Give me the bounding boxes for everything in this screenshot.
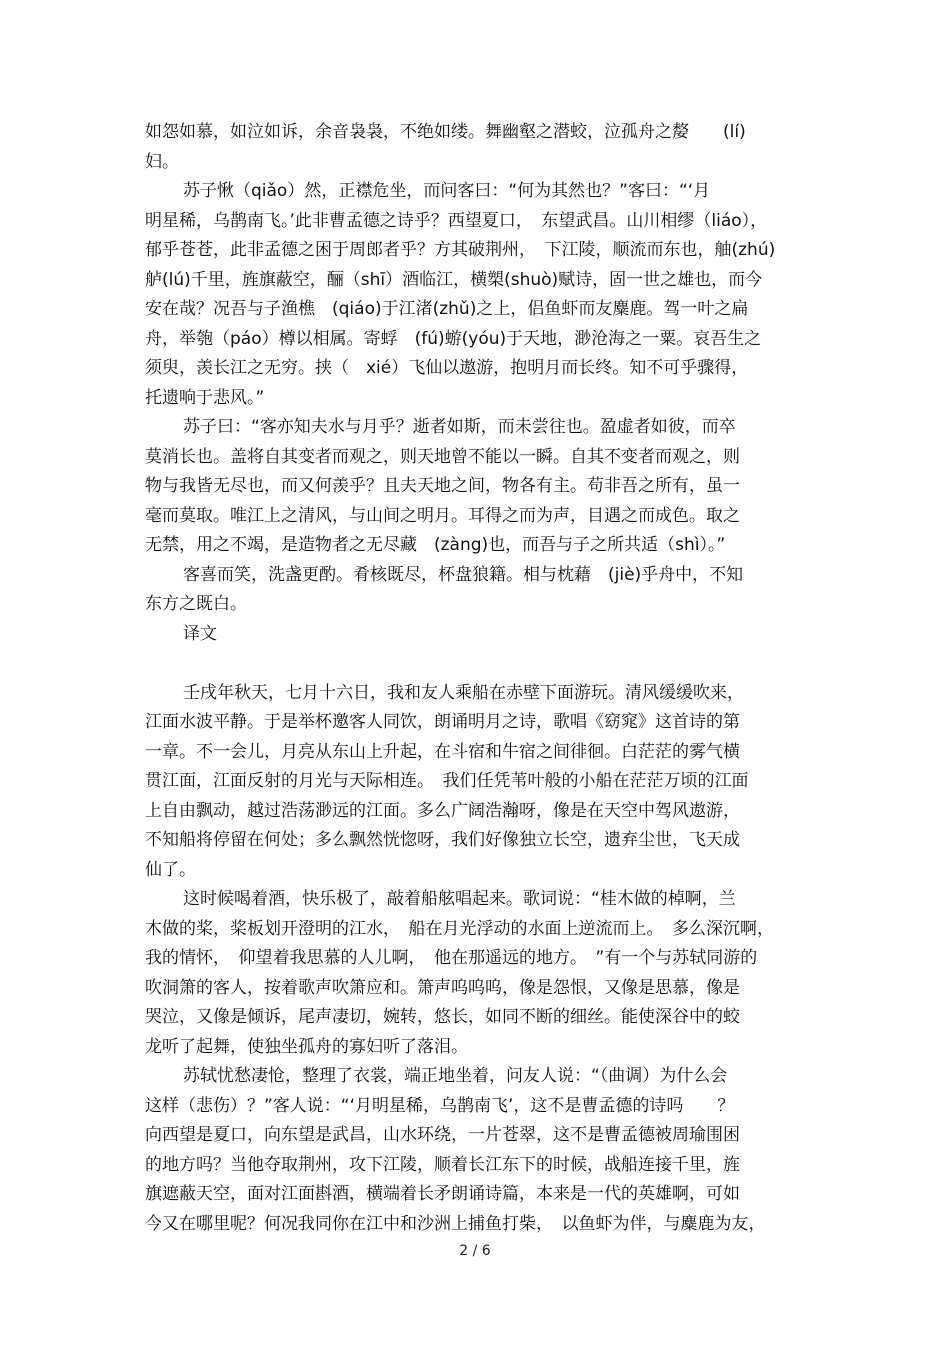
text-line: 明星稀，乌鹊南飞。’此非曹孟德之诗乎？西望夏口， 东望武昌。山川相缪（liáo），: [145, 210, 768, 231]
text-line: 不知船将停留在何处；多么飘然恍惚呀，我们好像独立长空，遗弃尘世，飞天成: [145, 830, 740, 850]
body-text: [145, 118, 817, 1239]
text-line: 今又在哪里呢？何况我同你在江中和沙洲上捕鱼打柴， 以鱼虾为伴，与麋鹿为友，: [145, 1213, 766, 1234]
text-line: 上自由飘动，越过浩荡渺远的江面。多么广阔浩瀚呀，像是在天空中驾风遨游，: [145, 800, 740, 821]
text-line: 东方之既白。: [145, 594, 247, 614]
text-line: 舻(lú)千里，旌旗蔽空，酾（shī）酒临江，横槊(shuò)赋诗，固一世之雄也，而今: [145, 269, 763, 290]
text-line: 这样（悲伤）？”客人说：“‘月明星稀，乌鹊南飞’，这不是曹孟德的诗吗 ？: [145, 1095, 735, 1116]
text-line: 莫消长也。盖将自其变者而观之，则天地曾不能以一瞬。自其不变者而观之，则: [145, 446, 740, 467]
text-line: 旗遮蔽天空，面对江面斟酒，横端着长矛朗诵诗篇，本来是一代的英雄啊，可如: [145, 1184, 740, 1204]
text-line: 吹洞箫的客人，按着歌声吹箫应和。箫声呜呜呜，像是怨恨，又像是思慕，像是: [145, 977, 740, 998]
text-line: 客喜而笑，洗盏更酌。肴核既尽，杯盘狼籍。相与枕藉 (jiè)乎舟中，不知: [183, 564, 744, 585]
page-number: 2 / 6: [459, 1243, 491, 1259]
text-line: 这时候喝着酒，快乐极了，敲着船舷唱起来。歌词说：“桂木做的棹啊，兰: [183, 889, 736, 909]
text-line: 如怨如慕，如泣如诉，余音袅袅，不绝如缕。舞幽壑之潜蛟，泣孤舟之嫠 (lí): [145, 122, 746, 142]
text-line: 龙听了起舞，使独坐孤舟的寡妇听了落泪。: [145, 1036, 468, 1057]
text-line: 贯江面，江面反射的月光与天际相连。 我们任凭苇叶般的小船在茫茫万顷的江面: [145, 771, 749, 791]
text-line: 苏轼忧愁凄怆，整理了衣裳，端正地坐着，问友人说：“（曲调）为什么会: [183, 1066, 728, 1086]
text-line: 的地方吗？当他夺取荆州，攻下江陵，顺着长江东下的时候，战船连接千里，旌: [145, 1154, 740, 1175]
text-line: 哭泣，又像是倾诉，尾声凄切，婉转，悠长，如同不断的细丝。能使深谷中的蛟: [145, 1007, 740, 1027]
text-line: 毫而莫取。唯江上之清风，与山间之明月。耳得之而为声，目遇之而成色。取之: [145, 505, 740, 526]
text-line: 苏子曰：“客亦知夫水与月乎？逝者如斯，而未尝往也。盈虚者如彼，而卒: [183, 417, 736, 437]
text-line: 物与我皆无尽也，而又何羡乎？且夫天地之间，物各有主。苟非吾之所有，虽一: [145, 476, 740, 496]
text-line: 木做的桨，桨板划开澄明的江水， 船在月光浮动的水面上逆流而上。 多么深沉啊，: [145, 918, 774, 939]
text-line: 向西望是夏口，向东望是武昌，山水环绕，一片苍翠，这不是曹孟德被周瑜围困: [145, 1125, 740, 1145]
text-line: 安在哉？况吾与子渔樵 (qiáo)于江渚(zhǔ)之上，侣鱼虾而友麋鹿。驾一叶之扁: [145, 299, 749, 319]
text-line: 托遗响于悲风。”: [145, 387, 265, 408]
text-line: 译文: [183, 623, 217, 644]
text-line: 无禁，用之不竭，是造物者之无尽藏 (zàng)也，而吾与子之所共适（shì）。”: [145, 535, 726, 555]
text-line: 须臾，羡长江之无穷。挟（ xié）飞仙以遨游，抱明月而长终。知不可乎骤得，: [145, 358, 749, 378]
blank-line: [145, 649, 817, 679]
text-line: 舟，举匏（páo）樽以相属。寄蜉 (fú)蝣(yóu)于天地，渺沧海之一粟。哀吾生之: [145, 328, 762, 349]
text-line: 苏子愀（qiǎo）然，正襟危坐，而问客曰：“何为其然也？”客曰：“‘月: [183, 181, 711, 201]
text-line: 仙了。: [145, 859, 196, 880]
text-line: 壬戌年秋天，七月十六日，我和友人乘船在赤壁下面游玩。清风缓缓吹来，: [183, 682, 744, 703]
text-line: 我的情怀， 仰望着我思慕的人儿啊， 他在那遥远的地方。 ”有一个与苏轼同游的: [145, 948, 758, 968]
text-line: 郁乎苍苍，此非孟德之困于周郎者乎？方其破荆州， 下江陵，顺流而东也，舳(zhú): [145, 240, 776, 260]
text-line: 一章。不一会儿，月亮从东山上升起，在斗宿和牛宿之间徘徊。白茫茫的雾气横: [145, 741, 740, 762]
text-line: 江面水波平静。于是举杯邀客人同饮，朗诵明月之诗，歌唱《窈窕》这首诗的第: [145, 712, 740, 732]
text-line: 妇。: [145, 151, 179, 172]
